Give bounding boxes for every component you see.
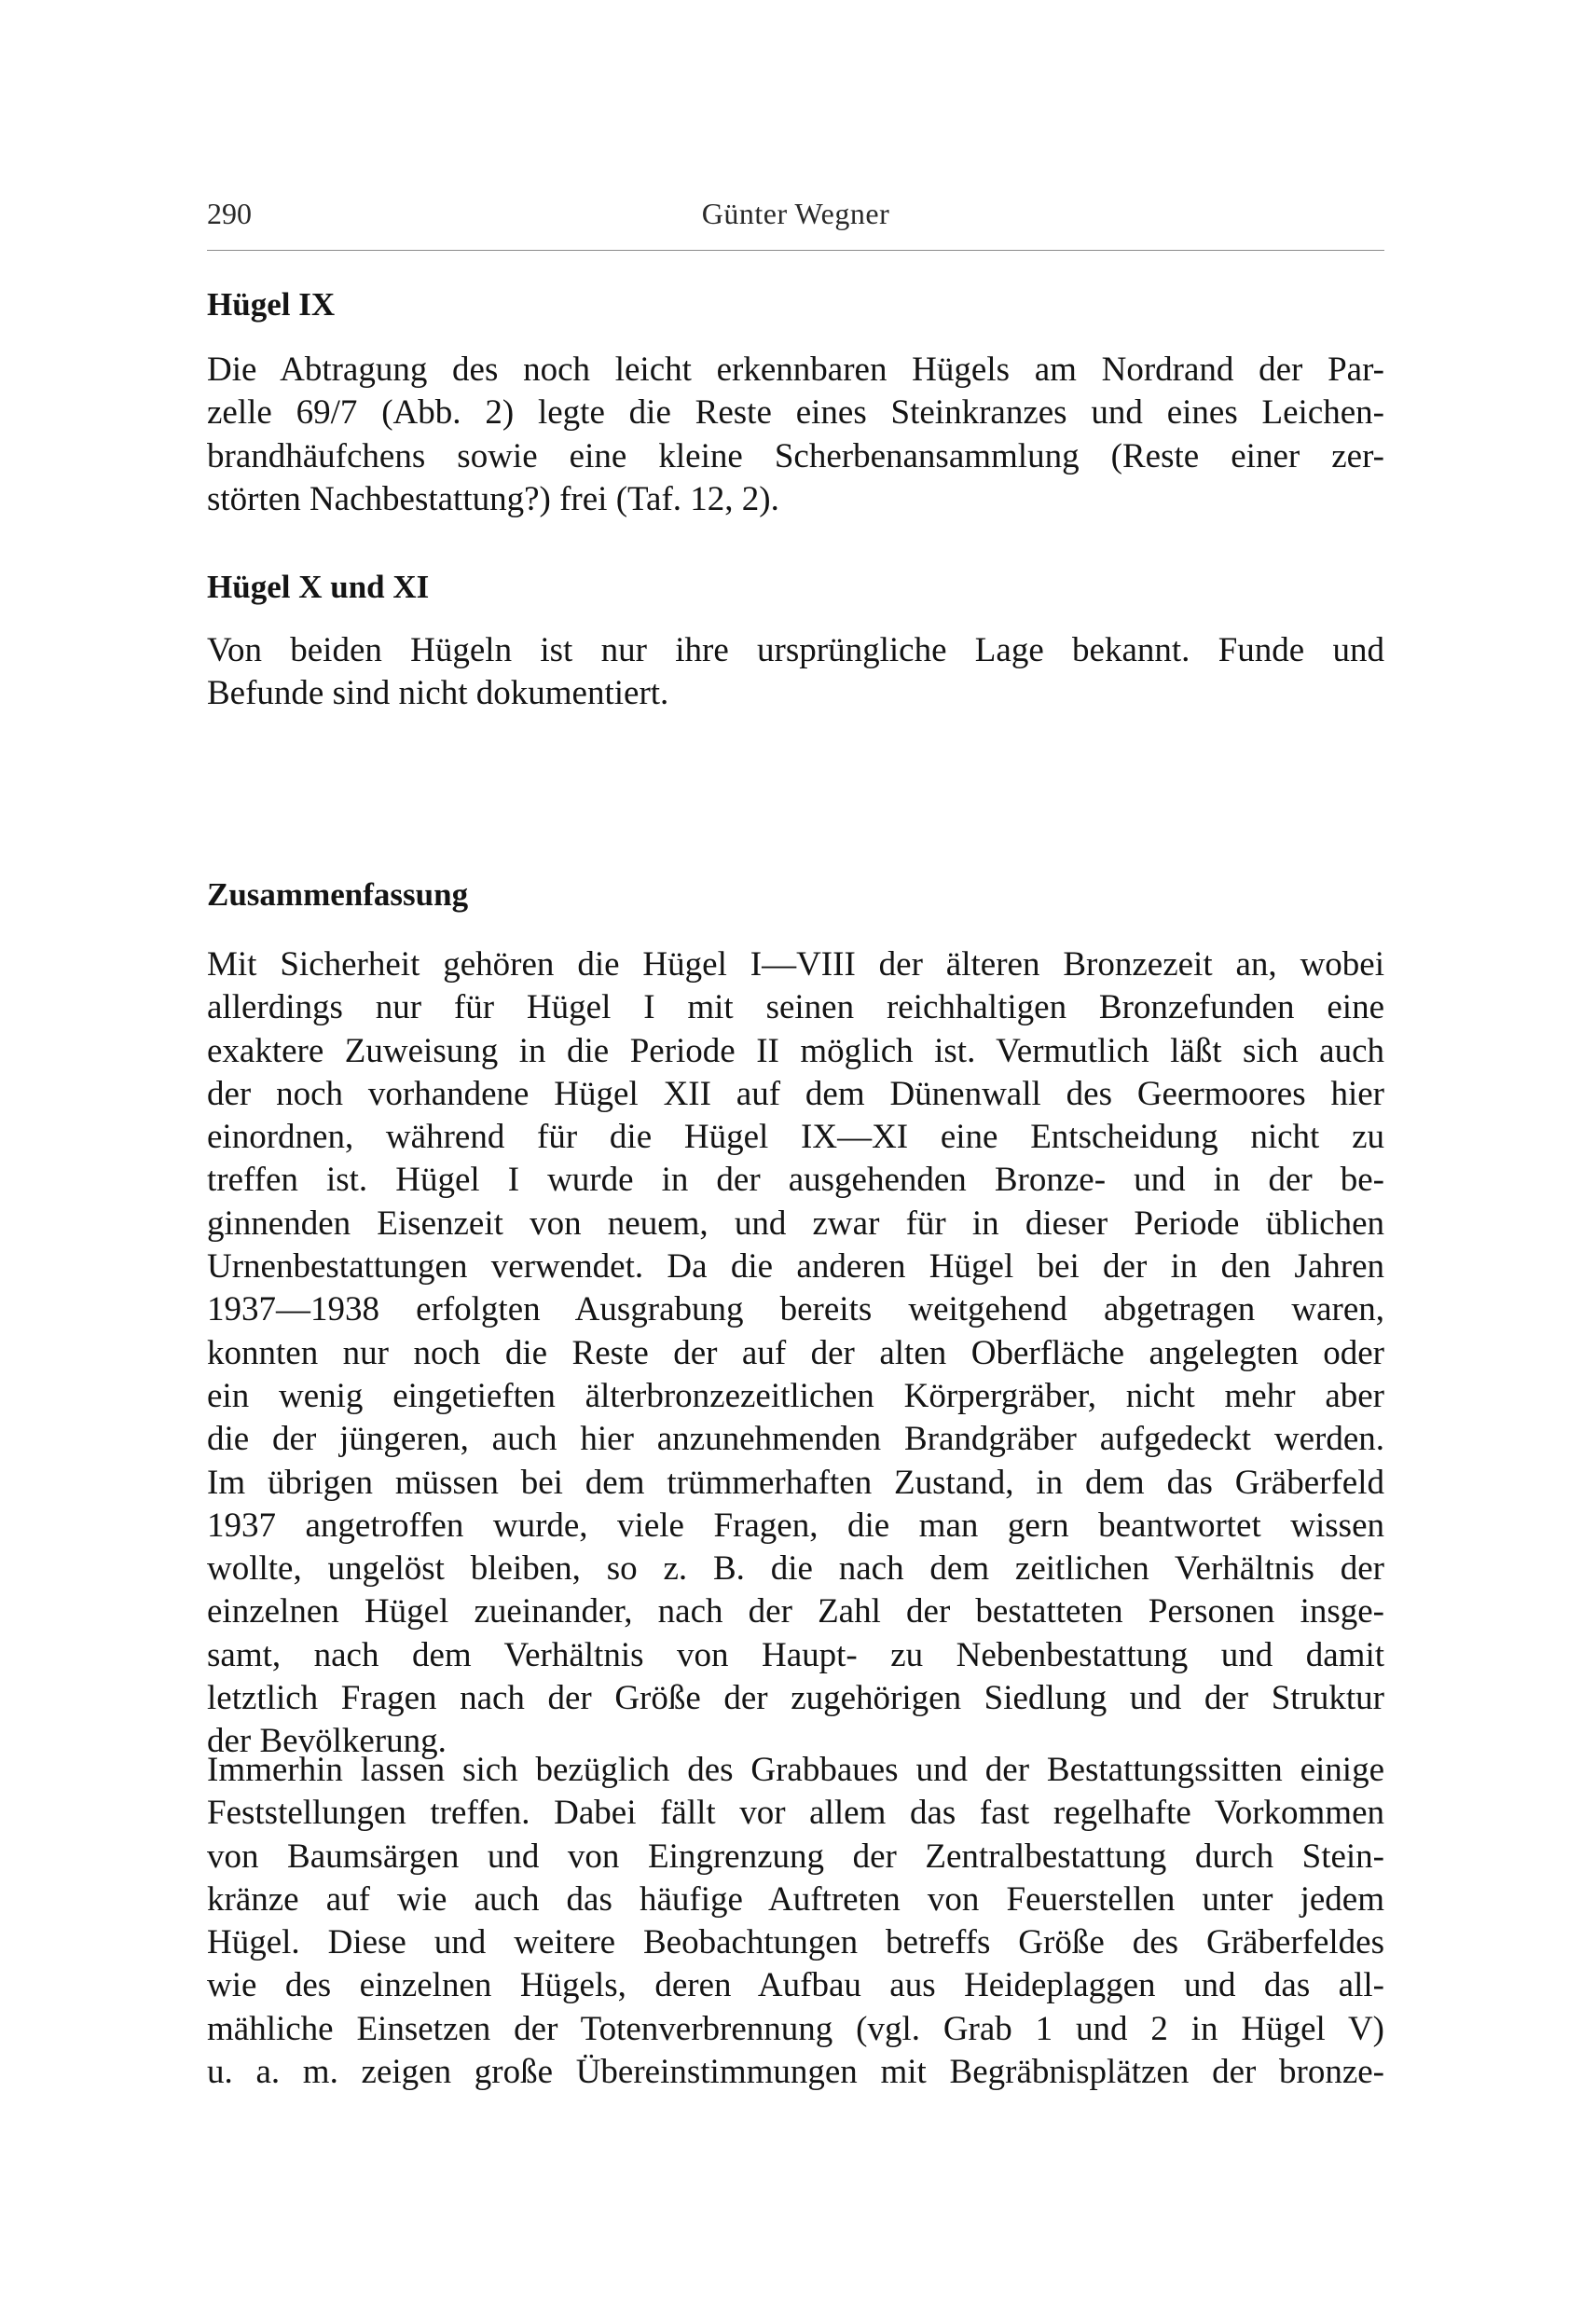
text-line: von Baumsärgen und von Eingrenzung der Zentralbestattung durch Stein-	[207, 1837, 1384, 1876]
text-line: u. a. m. zeigen große Übereinstimmungen mit Begräbnisplätzen der bronze-	[207, 2053, 1384, 2092]
text-line: exaktere Zuweisung in die Periode II möglich ist. Vermutlich läßt sich auch	[207, 1031, 1384, 1070]
paragraph-zusammenfassung-1	[207, 943, 1384, 1764]
text-line: ein wenig eingetieften älterbronzezeitlichen Körpergräber, nicht mehr aber	[207, 1376, 1384, 1415]
text-line: einzelnen Hügel zueinander, nach der Zahl der bestatteten Personen insge-	[207, 1592, 1384, 1631]
text-line: Feststellungen treffen. Dabei fällt vor allem das fast regelhafte Vorkommen	[207, 1794, 1384, 1833]
text-line: störten Nachbestattung?) frei (Taf. 12, 2).	[207, 479, 779, 518]
section-heading-zusammenfassung: Zusammenfassung	[207, 876, 469, 913]
text-line: treffen ist. Hügel I wurde in der ausgehenden Bronze- und in der be-	[207, 1161, 1384, 1200]
text-line: samt, nach dem Verhältnis von Haupt- zu Nebenbestattung und damit	[207, 1635, 1384, 1674]
section-heading-huegel-x-und-xi: Hügel X und XI	[207, 569, 430, 605]
paragraph-huegel-x-und-xi	[207, 629, 1384, 716]
text-line: zelle 69/7 (Abb. 2) legte die Reste eines Steinkranzes und eines Leichen-	[207, 393, 1384, 433]
text-line: die der jüngeren, auch hier anzunehmenden Brandgräber aufgedeckt werden.	[207, 1420, 1384, 1459]
text-line: einordnen, während für die Hügel IX—XI eine Entscheidung nicht zu	[207, 1118, 1384, 1157]
text-line: Im übrigen müssen bei dem trümmerhaften Zustand, in dem das Gräberfeld	[207, 1463, 1384, 1502]
text-line: Die Abtragung des noch leicht erkennbaren Hügels am Nordrand der Par-	[207, 351, 1384, 389]
text-line: 1937 angetroffen wurde, viele Fragen, die man gern beantwortet wissen	[207, 1506, 1384, 1545]
page-number: 290	[207, 197, 252, 230]
text-line: ginnenden Eisenzeit von neuem, und zwar für in dieser Periode üblichen	[207, 1204, 1384, 1243]
text-line: der Bevölkerung.	[207, 1722, 447, 1761]
text-line: der noch vorhandene Hügel XII auf dem Dünenwall des Geermoores hier	[207, 1074, 1384, 1113]
header-rule	[207, 250, 1384, 251]
text-line: kränze auf wie auch das häufige Auftreten von Feuerstellen unter jedem	[207, 1879, 1384, 1919]
text-line: letztlich Fragen nach der Größe der zugehörigen Siedlung und der Struktur	[207, 1679, 1384, 1718]
text-line: allerdings nur für Hügel I mit seinen reichhaltigen Bronzefunden eine	[207, 988, 1384, 1027]
text-line: wie des einzelnen Hügels, deren Aufbau aus Heideplaggen und das all-	[207, 1966, 1384, 2005]
text-line: Urnenbestattungen verwendet. Da die anderen Hügel bei der in den Jahren	[207, 1247, 1384, 1287]
running-header	[207, 191, 1384, 236]
text-line: konnten nur noch die Reste der auf der alten Oberfläche angelegten oder	[207, 1333, 1384, 1372]
text-line: Befunde sind nicht dokumentiert.	[207, 674, 669, 713]
section-heading-huegel-ix: Hügel IX	[207, 286, 336, 323]
running-title: Günter Wegner	[701, 197, 890, 230]
text-line: Mit Sicherheit gehören die Hügel I—VIII der älteren Bronzezeit an, wobei	[207, 945, 1384, 984]
text-line: mähliche Einsetzen der Totenverbrennung (vgl. Grab 1 und 2 in Hügel V)	[207, 2009, 1384, 2048]
paragraph-huegel-ix	[207, 349, 1384, 521]
text-line: Hügel. Diese und weitere Beobachtungen betreffs Größe des Gräberfeldes	[207, 1923, 1384, 1962]
text-line: Immerhin lassen sich bezüglich des Grabbaues und der Bestattungssitten einige	[207, 1751, 1384, 1789]
text-line: wollte, ungelöst bleiben, so z. B. die nach dem zeitlichen Verhältnis der	[207, 1549, 1384, 1589]
text-line: 1937—1938 erfolgten Ausgrabung bereits weitgehend abgetragen waren,	[207, 1290, 1384, 1329]
paragraph-zusammenfassung-2	[207, 1749, 1384, 2094]
text-line: Von beiden Hügeln ist nur ihre ursprüngliche Lage bekannt. Funde und	[207, 631, 1384, 669]
text-line: brandhäufchens sowie eine kleine Scherbenansammlung (Reste einer zer-	[207, 436, 1384, 475]
